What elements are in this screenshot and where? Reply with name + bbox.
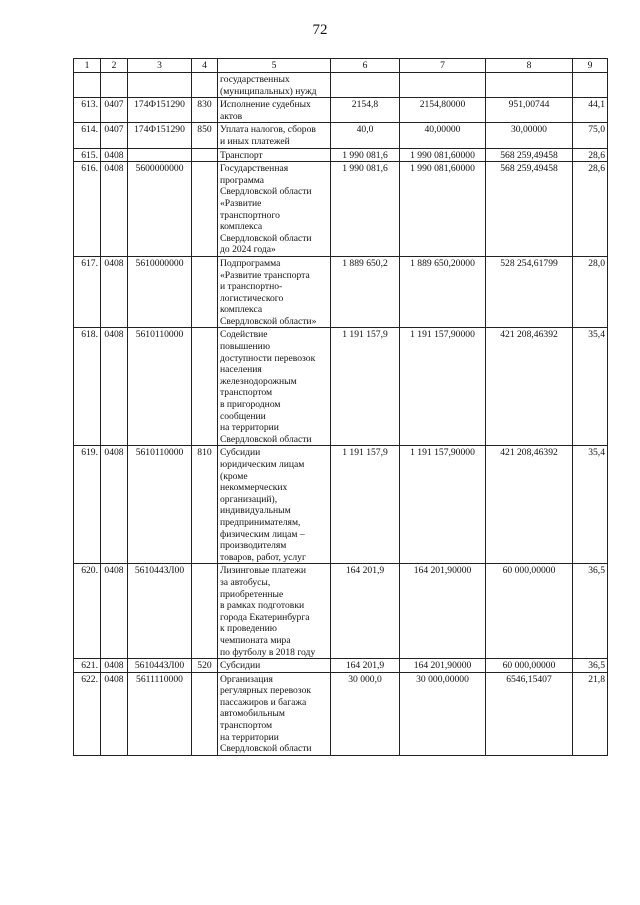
row-number-cell: 613.: [74, 98, 101, 123]
percent-cell: 28,6: [573, 162, 608, 257]
executed-amount-cell: 568 259,49458: [486, 148, 573, 162]
percent-cell: 75,0: [573, 123, 608, 148]
refined-amount-cell: 1 191 157,90000: [400, 446, 486, 564]
refined-amount-cell: 30 000,00000: [400, 672, 486, 755]
name-cell: Исполнение судебных актов: [218, 98, 331, 123]
expense-type-cell: 830: [192, 98, 218, 123]
row-number-cell: 617.: [74, 256, 101, 328]
table-row: [74, 162, 608, 257]
name-cell: Государственная программа Свердловской области «Развитие транспортного комплекса Свердловской области до 2024 года»: [218, 162, 331, 257]
approved-amount-cell: 164 201,9: [331, 659, 400, 673]
target-article-cell: 5610110000: [128, 328, 192, 446]
section-code-cell: 0408: [101, 148, 128, 162]
name-cell: государственных (муниципальных) нужд: [218, 73, 331, 98]
percent-cell: 28,6: [573, 148, 608, 162]
table-row: [74, 148, 608, 162]
table-row: [74, 123, 608, 148]
refined-amount-cell: 1 889 650,20000: [400, 256, 486, 328]
section-code-cell: 0408: [101, 659, 128, 673]
row-number-cell: [74, 73, 101, 98]
target-article-cell: 561044ЗЛ00: [128, 564, 192, 659]
page-number: 72: [312, 22, 328, 38]
approved-amount-cell: [331, 73, 400, 98]
section-code-cell: 0408: [101, 446, 128, 564]
target-article-cell: 5610110000: [128, 446, 192, 564]
section-code-cell: 0408: [101, 256, 128, 328]
refined-amount-cell: 164 201,90000: [400, 564, 486, 659]
table-body: [74, 73, 608, 756]
approved-amount-cell: 1 990 081,6: [331, 148, 400, 162]
table-row: [74, 256, 608, 328]
executed-amount-cell: 60 000,00000: [486, 659, 573, 673]
percent-cell: 21,8: [573, 672, 608, 755]
column-header-1: 1: [74, 59, 101, 73]
expense-type-cell: 810: [192, 446, 218, 564]
target-article-cell: 174Ф151290: [128, 123, 192, 148]
name-cell: Субсидии юридическим лицам (кроме некоммерческих организаций), индивидуальным предпринимателям, физическим лицам – производителям товаров, работ, услуг: [218, 446, 331, 564]
refined-amount-cell: 1 191 157,90000: [400, 328, 486, 446]
row-number-cell: 620.: [74, 564, 101, 659]
expense-type-cell: [192, 162, 218, 257]
percent-cell: 36,5: [573, 564, 608, 659]
executed-amount-cell: [486, 73, 573, 98]
executed-amount-cell: 528 254,61799: [486, 256, 573, 328]
executed-amount-cell: 60 000,00000: [486, 564, 573, 659]
column-header-5: 5: [218, 59, 331, 73]
target-article-cell: 5611110000: [128, 672, 192, 755]
column-header-4: 4: [192, 59, 218, 73]
approved-amount-cell: 40,0: [331, 123, 400, 148]
refined-amount-cell: [400, 73, 486, 98]
executed-amount-cell: 951,00744: [486, 98, 573, 123]
row-number-cell: 618.: [74, 328, 101, 446]
target-article-cell: [128, 148, 192, 162]
approved-amount-cell: 1 889 650,2: [331, 256, 400, 328]
row-number-cell: 615.: [74, 148, 101, 162]
section-code-cell: [101, 73, 128, 98]
expense-type-cell: [192, 256, 218, 328]
expense-type-cell: [192, 328, 218, 446]
row-number-cell: 616.: [74, 162, 101, 257]
percent-cell: 28,0: [573, 256, 608, 328]
name-cell: Подпрограмма «Развитие транспорта и транспортно- логистического комплекса Свердловской области»: [218, 256, 331, 328]
target-article-cell: 5610000000: [128, 256, 192, 328]
table-row: [74, 73, 608, 98]
section-code-cell: 0408: [101, 162, 128, 257]
row-number-cell: 619.: [74, 446, 101, 564]
approved-amount-cell: 164 201,9: [331, 564, 400, 659]
approved-amount-cell: 1 191 157,9: [331, 328, 400, 446]
target-article-cell: [128, 73, 192, 98]
section-code-cell: 0408: [101, 564, 128, 659]
refined-amount-cell: 2154,80000: [400, 98, 486, 123]
section-code-cell: 0408: [101, 328, 128, 446]
executed-amount-cell: 421 208,46392: [486, 328, 573, 446]
row-number-cell: 621.: [74, 659, 101, 673]
target-article-cell: 5600000000: [128, 162, 192, 257]
table-row: [74, 659, 608, 673]
name-cell: Лизинговые платежи за автобусы, приобретенные в рамках подготовки города Екатеринбурга к проведению чемпионата мира по футболу в 2018 году: [218, 564, 331, 659]
row-number-cell: 614.: [74, 123, 101, 148]
approved-amount-cell: 30 000,0: [331, 672, 400, 755]
approved-amount-cell: 1 191 157,9: [331, 446, 400, 564]
column-header-9: 9: [573, 59, 608, 73]
executed-amount-cell: 30,00000: [486, 123, 573, 148]
table-row: [74, 98, 608, 123]
header-row: [74, 59, 608, 73]
expense-type-cell: [192, 564, 218, 659]
name-cell: Субсидии: [218, 659, 331, 673]
percent-cell: 44,1: [573, 98, 608, 123]
table-row: [74, 446, 608, 564]
refined-amount-cell: 1 990 081,60000: [400, 148, 486, 162]
column-header-3: 3: [128, 59, 192, 73]
table-row: [74, 564, 608, 659]
expense-type-cell: 850: [192, 123, 218, 148]
expense-type-cell: [192, 672, 218, 755]
percent-cell: 36,5: [573, 659, 608, 673]
expense-type-cell: [192, 73, 218, 98]
column-header-8: 8: [486, 59, 573, 73]
refined-amount-cell: 164 201,90000: [400, 659, 486, 673]
target-article-cell: 561044ЗЛ00: [128, 659, 192, 673]
refined-amount-cell: 1 990 081,60000: [400, 162, 486, 257]
percent-cell: [573, 73, 608, 98]
expense-type-cell: 520: [192, 659, 218, 673]
table-row: [74, 328, 608, 446]
column-header-2: 2: [101, 59, 128, 73]
executed-amount-cell: 568 259,49458: [486, 162, 573, 257]
column-header-7: 7: [400, 59, 486, 73]
name-cell: Содействие повышению доступности перевозок населения железнодорожным транспортом в пригородном сообщении на территории Свердловской области: [218, 328, 331, 446]
section-code-cell: 0407: [101, 123, 128, 148]
table-row: [74, 672, 608, 755]
budget-table: [73, 58, 608, 756]
percent-cell: 35,4: [573, 446, 608, 564]
row-number-cell: 622.: [74, 672, 101, 755]
section-code-cell: 0407: [101, 98, 128, 123]
name-cell: Транспорт: [218, 148, 331, 162]
name-cell: Организация регулярных перевозок пассажиров и багажа автомобильным транспортом на территории Свердловской области: [218, 672, 331, 755]
section-code-cell: 0408: [101, 672, 128, 755]
approved-amount-cell: 2154,8: [331, 98, 400, 123]
refined-amount-cell: 40,00000: [400, 123, 486, 148]
target-article-cell: 174Ф151290: [128, 98, 192, 123]
name-cell: Уплата налогов, сборов и иных платежей: [218, 123, 331, 148]
percent-cell: 35,4: [573, 328, 608, 446]
executed-amount-cell: 421 208,46392: [486, 446, 573, 564]
expense-type-cell: [192, 148, 218, 162]
column-header-6: 6: [331, 59, 400, 73]
executed-amount-cell: 6546,15407: [486, 672, 573, 755]
approved-amount-cell: 1 990 081,6: [331, 162, 400, 257]
